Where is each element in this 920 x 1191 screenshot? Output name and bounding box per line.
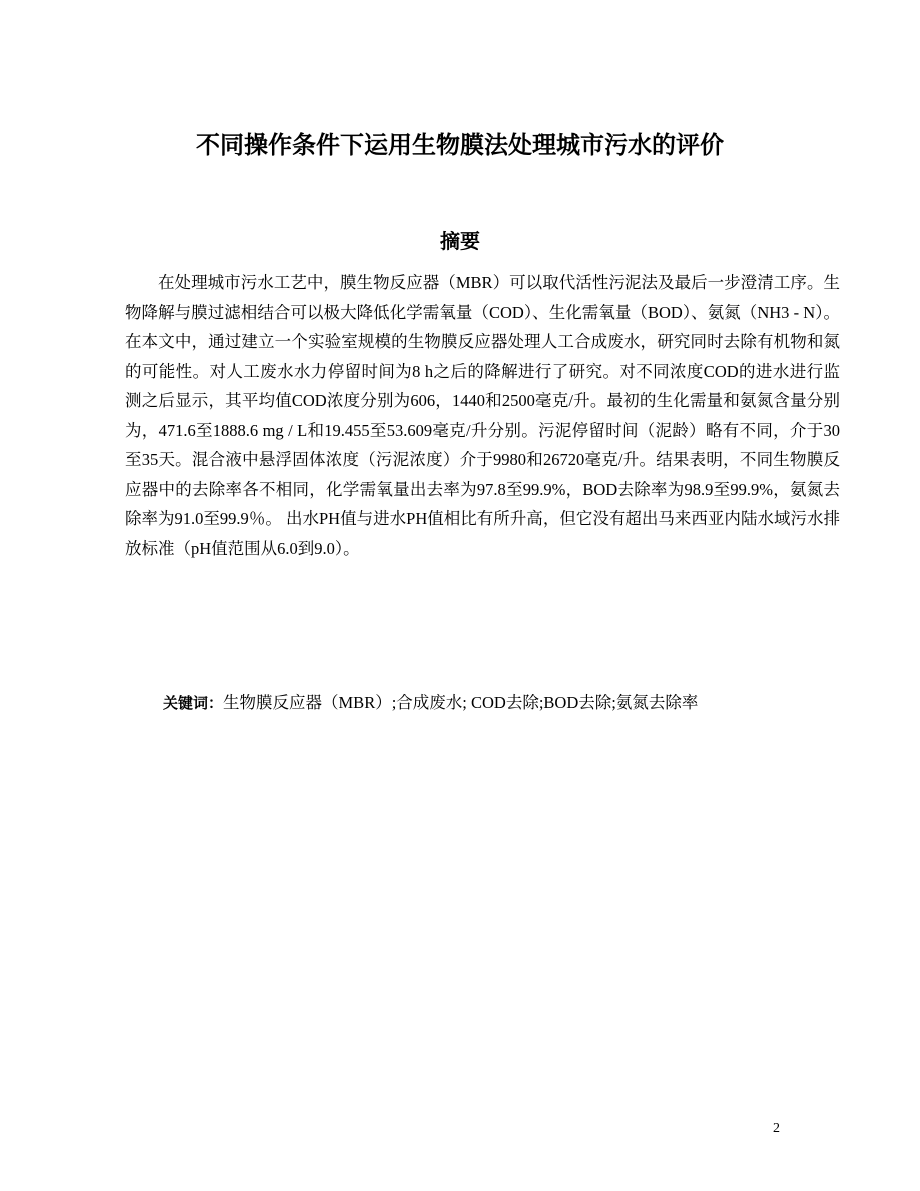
keywords-line [163,689,843,717]
abstract-paragraph: 在处理城市污水工艺中，膜生物反应器（MBR）可以取代活性污泥法及最后一步澄清工序。生物降解与膜过滤相结合可以极大降低化学需氧量（COD）、生化需氧量（BOD）、氨氮（NH3 - N）。在本文中，通过建立一个实验室规模的生物膜反应器处理人工合成废水，研究同时去除有机物和氮的可能性。对人工废水水力停留时间为8 h之后的降解进行了研究。对不同浓度COD的进水进行监测之后显示，其平均值COD浓度分别为606，1440和2500毫克/升。最初的生化需量和氨氮含量分别为，471.6至1888.6 mg / L和19.455至53.609毫克/升分别。污泥停留时间（泥龄）略有不同，介于30至35天。混合液中悬浮固体浓度（污泥浓度）介于9980和26720毫克/升。结果表明，不同生物膜反应器中的去除率各不相同，化学需氧量出去率为97.8至99.9%，BOD去除率为98.9至99.9%，氨氮去除率为91.0至99.9％。 出水PH值与进水PH值相比有所升高，但它没有超出马来西亚内陆水域污水排放标准（pH值范围从6.0到9.0）。 [125,273,840,558]
abstract-heading: 摘要 [440,229,480,253]
document-title: 不同操作条件下运用生物膜法处理城市污水的评价 [196,131,724,159]
keywords-text: 生物膜反应器（MBR）;合成废水; COD去除;BOD去除;氨氮去除率 [223,693,699,712]
page-number: 2 [773,1121,780,1136]
keywords-label: 关键词： [163,694,224,712]
